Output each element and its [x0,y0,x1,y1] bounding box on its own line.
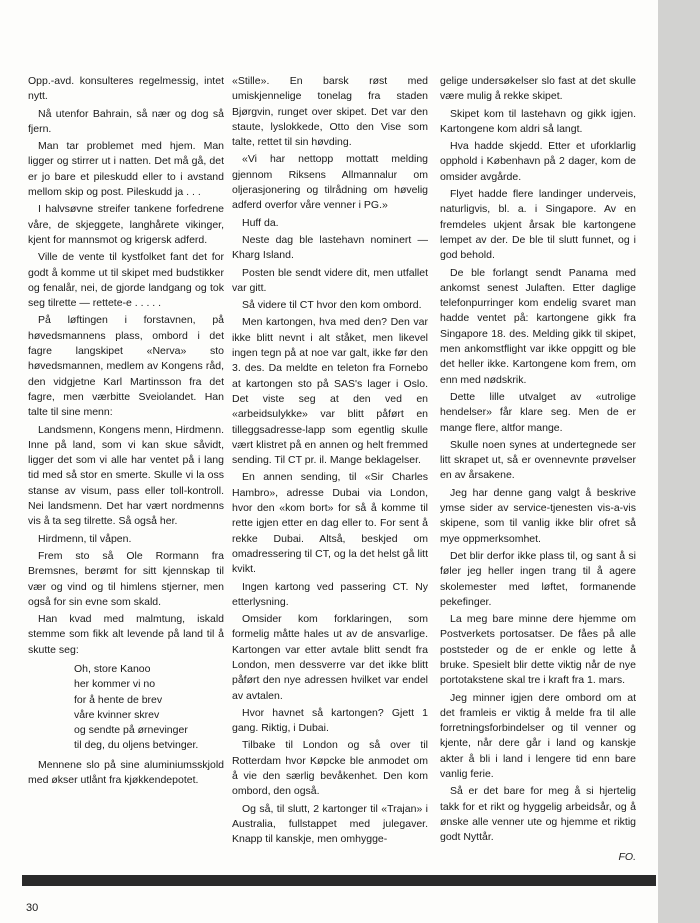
paragraph: Nå utenfor Bahrain, så nær og dog så fjern. [28,107,224,135]
paragraph: De ble forlangt sendt Panama med ankomst senest Julaften. Etter daglige telefonpurringer kom endelig svaret man hadde ventet på: kartongene gikk fra Singapore 18. des. Melding gikk til skipet, men ankomstflight var ikke oppgitt og ble det heller ikke. Kartongene kom frem, om enn med nødskrik. [440,266,636,386]
paragraph: En annen sending, til «Sir Charles Hambro», adresse Dubai via London, hvor den «kom bort» for så å komme til rette igjen etter en dag eller to. For sent å rekke Dubai. Altså, beskjed om omadressering til CT, og la det helst gå litt kvikt. [232,471,428,576]
poem-line: her kommer vi no [74,678,156,691]
paragraph: I halvsøvne streifer tankene forfedrene våre, de skjeggete, langhårete vikinger, kjent for mannsmot og krigersk adferd. [28,203,224,246]
paragraph: Tilbake til London og så over til Rotterdam hvor Køpcke ble anmodet om å vie den særlig bevåkenhet. Den kom ombord, den også. [232,739,428,798]
paragraph: Skulle noen synes at undertegnede ser litt skrapet ut, så er ovennevnte prøvelser en av årsakene. [440,438,636,482]
paragraph: Så videre til CT hvor den kom ombord. [242,299,422,312]
paragraph: Man tar problemet med hjem. Man ligger og stirrer ut i natten. Det må gå, det er jo bare et pileskudd eller to i avstand mellom skip og post. Pileskudd ja . . . [28,140,224,199]
poem [74,662,224,754]
paragraph: Jeg har denne gang valgt å beskrive ymse sider av service-tjenesten vis-a-vis skipene, som til vanlig ikke blir ofret så mye oppmerksomhet. [440,486,636,545]
paragraph: «Vi har nettopp mottatt melding gjennom Riksens Allmannalur om oljerasjonering og tilrådning om høvelig adferd overfor våre venner i PG.» [232,153,428,212]
poem-line: våre kvinner skrev [74,708,160,721]
paragraph: Posten ble sendt videre dit, men utfallet var gitt. [232,266,428,294]
paragraph: Han kvad med malmtung, iskald stemme som fikk alt levende på land til å skutte seg: [28,613,224,656]
paragraph: gelige undersøkelser slo fast at det skulle være mulig å rekke skipet. [440,75,636,103]
footer-rule [22,875,656,886]
page-edge-shadow [658,0,700,923]
paragraph: Mennene slo på sine aluminiumsskjold med økser utlånt fra kjøkkendepotet. [28,758,224,787]
paragraph: Ingen kartong ved passering CT. Ny etterlysning. [232,580,428,608]
paragraph: Ville de vente til kystfolket fant det for godt å komme ut til skipet med budstikker og fenalår, nei, de gjorde landgang og tok seg tilrette — rettete-e . . . . . [28,251,224,310]
paragraph: Det blir derfor ikke plass til, og sant å si føler jeg heller ingen trang til å agere skolemester med løftet, formanende pekefinger. [440,549,636,608]
paragraph: Hva hadde skjedd. Etter et uforklarlig opphold i København på 2 dager, kom de omsider avgårde. [440,140,636,183]
paragraph: Landsmenn, Kongens menn, Hirdmenn. Inne på land, som vi kan skue såvidt, ligger det som vi alle har ventet på i lang tid med så stor en smerte. Skulle vi la oss stanse av visum, pass eller toll-kontroll. Nei landsmenn. Det har vært nordmenns vis å ta seg tilrette. Så også her. [28,423,224,528]
paragraph: Men kartongen, hva med den? Den var ikke blitt nevnt i alt ståket, men likevel ingen tegn på at noe var galt, ikke før den 3. des. Da meldte en teleton fra Fornebo at kartongen sto på SAS's lager i Oslo. Det viste seg at den ved en «arbeidsulykke» var blitt påført en tilleggsadresse-lapp som egentlig skulle vært klistret på en annen og helt fremmed sending. Til CT pr. il. Mange beklagelser. [232,316,428,467]
paragraph: Jeg minner igjen dere ombord om at det framleis er viktig å melde fra til alle forretningsforbindelser og til venner og kjente, når dere går i land og kanskje akter å bli i land i lengere tid enn bare vanlig ferie. [440,691,636,781]
poem-line: til deg, du oljens betvinger. [74,739,199,752]
paragraph: Flyet hadde flere landinger underveis, naturligvis, bl. a. i Singapore. Av en fremdeles ukjent årsak ble kartongene lempet av der. De ble til slutt funnet, og i god behold. [440,188,636,262]
page-number: 30 [26,902,39,914]
poem-line: og sendte på ørnevinger [74,724,188,737]
paragraph: Så er det bare for meg å si hjertelig takk for et rikt og hyggelig arbeidsår, og å ønske alle venner ute og hjemme et riktig godt Nyttår. [440,785,636,844]
paragraph: Og så, til slutt, 2 kartonger til «Trajan» i Australia, fullstappet med julegaver. Knapp til kanskje, men omhygge- [232,802,428,846]
paragraph: Omsider kom forklaringen, som formelig måtte hales ut av de ansvarlige. Kartongen var etter avtale blitt sendt fra London, men dessverre var det ikke blitt påført den nye adressen hvilket var endel av avtalen. [232,613,428,702]
paragraph: La meg bare minne dere hjemme om Postverkets portosatser. De fåes på alle poststeder og de er enkle og lette å bruke. Spesielt blir dette viktig når de nye portotakstene skal tre i kraft fra 1. mars. [440,613,636,687]
column-3 [440,74,636,867]
signature: FO. [618,850,636,863]
paragraph: Skipet kom til lastehavn og gikk igjen. Kartongene kom aldri så langt. [440,107,636,135]
paragraph: Neste dag ble lastehavn nominert — Kharg Island. [232,233,428,262]
poem-line: for å hente de brev [74,693,163,706]
paragraph: Opp.-avd. konsulteres regelmessig, intet nytt. [28,75,224,103]
paragraph: Dette lille utvalget av «utrolige hendelser» får klare seg. Men de er mange flere, altfor mange. [440,390,636,434]
paragraph: Hvor havnet så kartongen? Gjett 1 gang. Riktig, i Dubai. [232,706,428,735]
column-2 [232,74,428,850]
poem-line: Oh, store Kanoo [74,662,151,675]
paragraph: «Stille». En barsk røst med umiskjennelige tonelag fra staden Bjørgvin, runget over skipet. Det var den staute, lyslokkede, Otto den Vise som talte, rettet til sin høvding. [232,75,428,149]
paragraph: Frem sto så Ole Rormann fra Bremsnes, berømt for sitt kjennskap til vær og vind og til himlens stjerner, men også for sin evne som skald. [28,549,224,608]
paragraph: Hirdmenn, til våpen. [38,532,132,545]
column-1 [28,74,224,790]
paragraph: På løftingen i forstavnen, på høvedsmannens plass, ombord i det fagre langskipet «Nerva» sto høvedsmannen, medlem av Kongens råd, den vidgjetne Karl Martinsson fra det fagre, men værbitte Sveiolandet. Han talte til sine menn: [28,314,224,419]
paragraph: Huff da. [242,216,279,229]
